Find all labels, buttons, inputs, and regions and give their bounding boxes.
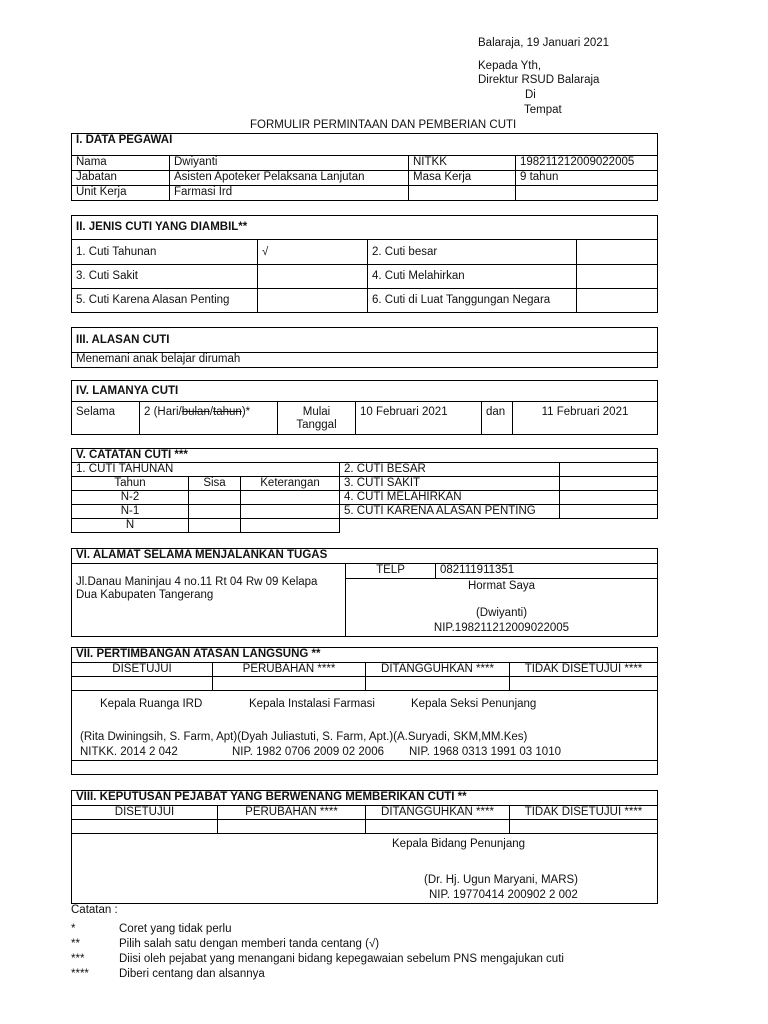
- tahun-row-n: N: [72, 519, 189, 533]
- sisa-header: Sisa: [189, 477, 241, 491]
- note-text: Pilih salah satu dengan memberi tanda centang (√): [119, 938, 380, 950]
- dan-label: dan: [482, 402, 513, 435]
- to-label: Kepada Yth,: [478, 60, 542, 72]
- perubahan-header: PERUBAHAN ****: [218, 806, 366, 820]
- section-catatan-cuti: [71, 448, 658, 533]
- ditangguhkan-cell[interactable]: [366, 820, 510, 834]
- telp-label: TELP: [346, 564, 436, 579]
- nama-label: Nama: [72, 156, 170, 171]
- empty-cell: [560, 463, 658, 477]
- section-2-title: II. JENIS CUTI YANG DIAMBIL**: [72, 216, 658, 240]
- section-5-title: V. CATATAN CUTI ***: [72, 449, 658, 463]
- mulai-tanggal-label: [278, 402, 356, 435]
- sig-nip: NIP. 19770414 200902 2 002: [429, 889, 578, 901]
- keputusan-signature: [72, 834, 658, 904]
- empty-row: [72, 761, 658, 775]
- cuti-besar-label: 2. Cuti besar: [368, 240, 577, 265]
- alasan-cuti-value: Menemani anak belajar dirumah: [72, 353, 658, 368]
- section-4-title: IV. LAMANYA CUTI: [72, 381, 658, 402]
- notes-title: Catatan :: [71, 904, 118, 916]
- disetujui-cell[interactable]: [72, 677, 213, 691]
- empty-cell: [560, 519, 658, 533]
- note-key: ****: [71, 968, 89, 980]
- sig-nip-2: NIP. 1968 0313 1991 03 1010: [409, 746, 561, 758]
- section-lamanya-cuti: [71, 380, 658, 435]
- sig-names: (Rita Dwiningsih, S. Farm, Apt)(Dyah Juliastuti, S. Farm, Apt.)(A.Suryadi, SKM,MM.Kes): [80, 731, 528, 743]
- section-alamat: [71, 548, 658, 637]
- signer-name: (Dwiyanti): [475, 607, 528, 619]
- jabatan-value: Asisten Apoteker Pelaksana Lanjutan: [170, 171, 409, 186]
- signer-nip: NIP.198211212009022005: [433, 622, 570, 634]
- place-date: Balaraja, 19 Januari 2021: [478, 37, 610, 49]
- empty-cell: [241, 505, 340, 519]
- sig-name: (Dr. Hj. Ugun Maryani, MARS): [424, 874, 579, 886]
- masa-kerja-value: 9 tahun: [516, 171, 658, 186]
- cuti-melahirkan-label: 4. Cuti Melahirkan: [368, 265, 577, 289]
- tahun-row-n2: N-2: [72, 491, 189, 505]
- note-text: Diberi centang dan alsannya: [119, 968, 265, 980]
- perubahan-header: PERUBAHAN ****: [213, 663, 366, 677]
- section-data-pegawai: [71, 133, 658, 201]
- duration-prefix: 2 (Hari/: [144, 406, 182, 418]
- sig-nip-1: NIP. 1982 0706 2009 02 2006: [232, 746, 384, 758]
- catatan-right-2: 3. CUTI SAKIT: [340, 477, 560, 491]
- note-item: [71, 923, 232, 935]
- cuti-alasan-penting-check[interactable]: [258, 289, 368, 313]
- section-keputusan: [71, 790, 658, 904]
- pertimbangan-signatures: [72, 691, 658, 761]
- section-6-title: VI. ALAMAT SELAMA MENJALANKAN TUGAS: [72, 549, 658, 564]
- empty-cell: [560, 491, 658, 505]
- tidak-disetujui-header: TIDAK DISETUJUI ****: [510, 663, 658, 677]
- cuti-besar-check[interactable]: [577, 240, 658, 265]
- tanggal-label: Tanggal: [296, 419, 337, 431]
- signature-block: [346, 579, 658, 637]
- section-jenis-cuti: [71, 215, 658, 313]
- sig-kepala-ruang: Kepala Ruanga IRD: [100, 698, 203, 710]
- duration-value: [140, 402, 278, 435]
- sig-kepala-seksi: Kepala Seksi Penunjang: [411, 698, 537, 710]
- section-1-title: I. DATA PEGAWAI: [72, 134, 658, 156]
- unit-kerja-label: Unit Kerja: [72, 186, 170, 201]
- unit-kerja-value: Farmasi Ird: [170, 186, 409, 201]
- tempat-label: Tempat: [524, 104, 562, 116]
- disetujui-header: DISETUJUI: [72, 806, 218, 820]
- tidak-disetujui-cell[interactable]: [510, 820, 658, 834]
- start-date: 10 Februari 2021: [356, 402, 482, 435]
- duration-suffix: )*: [241, 406, 251, 418]
- cuti-sakit-check[interactable]: [258, 265, 368, 289]
- empty-cell: [340, 519, 560, 533]
- tidak-disetujui-header: TIDAK DISETUJUI ****: [510, 806, 658, 820]
- cuti-melahirkan-check[interactable]: [577, 265, 658, 289]
- catatan-right-1: 2. CUTI BESAR: [340, 463, 560, 477]
- cuti-tahunan-label: 1. Cuti Tahunan: [72, 240, 258, 265]
- empty-cell: [516, 186, 658, 201]
- cuti-luar-tanggungan-label: 6. Cuti di Luat Tanggungan Negara: [368, 289, 577, 313]
- hormat-saya: Hormat Saya: [467, 580, 536, 592]
- section-8-title: VIII. KEPUTUSAN PEJABAT YANG BERWENANG MEMBERIKAN CUTI **: [72, 791, 658, 806]
- cuti-sakit-label: 3. Cuti Sakit: [72, 265, 258, 289]
- tidak-disetujui-cell[interactable]: [510, 677, 658, 691]
- disetujui-cell[interactable]: [72, 820, 218, 834]
- catatan-right-3: 4. CUTI MELAHIRKAN: [340, 491, 560, 505]
- cuti-luar-tanggungan-check[interactable]: [577, 289, 658, 313]
- end-date: 11 Februari 2021: [513, 402, 658, 435]
- note-text: Coret yang tidak perlu: [119, 923, 232, 935]
- alamat-value: [72, 564, 346, 637]
- empty-cell: [560, 477, 658, 491]
- alamat-line-1: Jl.Danau Maninjau 4 no.11 Rt 04 Rw 09 Kelapa: [76, 576, 318, 588]
- note-item: [71, 938, 379, 950]
- empty-cell: [241, 491, 340, 505]
- sig-kepala-instalasi: Kepala Instalasi Farmasi: [249, 698, 375, 710]
- duration-tahun: tahun: [213, 406, 242, 418]
- empty-cell: [189, 519, 241, 533]
- cuti-tahunan-header: 1. CUTI TAHUNAN: [72, 463, 340, 477]
- note-key: *: [71, 923, 76, 935]
- tahun-row-n1: N-1: [72, 505, 189, 519]
- ditangguhkan-cell[interactable]: [366, 677, 510, 691]
- nitkk-label: NITKK: [409, 156, 516, 171]
- section-alasan-cuti: [71, 327, 658, 368]
- telp-value: 082111911351: [436, 564, 658, 579]
- form-title: FORMULIR PERMINTAAN DAN PEMBERIAN CUTI: [250, 119, 517, 131]
- tahun-header: Tahun: [72, 477, 189, 491]
- keterangan-header: Keterangan: [241, 477, 340, 491]
- alamat-line-2: Dua Kabupaten Tangerang: [76, 589, 214, 601]
- empty-cell: [241, 519, 340, 533]
- ditangguhkan-header: DITANGGUHKAN ****: [366, 663, 510, 677]
- cuti-tahunan-check[interactable]: √: [258, 240, 368, 265]
- note-text: Diisi oleh pejabat yang menangani bidang kepegawaian sebelum PNS mengajukan cuti: [119, 953, 564, 965]
- perubahan-cell[interactable]: [213, 677, 366, 691]
- masa-kerja-label: Masa Kerja: [409, 171, 516, 186]
- duration-bulan: bulan: [181, 406, 210, 418]
- nitkk-value: 198211212009022005: [516, 156, 658, 171]
- catatan-right-4: 5. CUTI KARENA ALASAN PENTING: [340, 505, 560, 519]
- disetujui-header: DISETUJUI: [72, 663, 213, 677]
- note-key: **: [71, 938, 80, 950]
- empty-cell: [189, 491, 241, 505]
- note-key: ***: [71, 953, 85, 965]
- note-item: [71, 953, 564, 965]
- sig-nitkk: NITKK. 2014 2 042: [80, 746, 178, 758]
- empty-cell: [189, 505, 241, 519]
- ditangguhkan-header: DITANGGUHKAN ****: [366, 806, 510, 820]
- empty-cell: [409, 186, 516, 201]
- selama-label: Selama: [72, 402, 140, 435]
- empty-cell: [560, 505, 658, 519]
- section-7-title: VII. PERTIMBANGAN ATASAN LANGSUNG **: [72, 648, 658, 663]
- duration-sep: /: [209, 406, 214, 418]
- di-label: Di: [525, 89, 536, 101]
- section-pertimbangan: [71, 647, 658, 775]
- recipient: Direktur RSUD Balaraja: [478, 74, 600, 86]
- note-item: [71, 968, 265, 980]
- mulai-label: Mulai: [302, 406, 331, 418]
- perubahan-cell[interactable]: [218, 820, 366, 834]
- jabatan-label: Jabatan: [72, 171, 170, 186]
- section-3-title: III. ALASAN CUTI: [72, 328, 658, 353]
- cuti-alasan-penting-label: 5. Cuti Karena Alasan Penting: [72, 289, 258, 313]
- nama-value: Dwiyanti: [170, 156, 409, 171]
- sig-kepala-bidang: Kepala Bidang Penunjang: [392, 838, 526, 850]
